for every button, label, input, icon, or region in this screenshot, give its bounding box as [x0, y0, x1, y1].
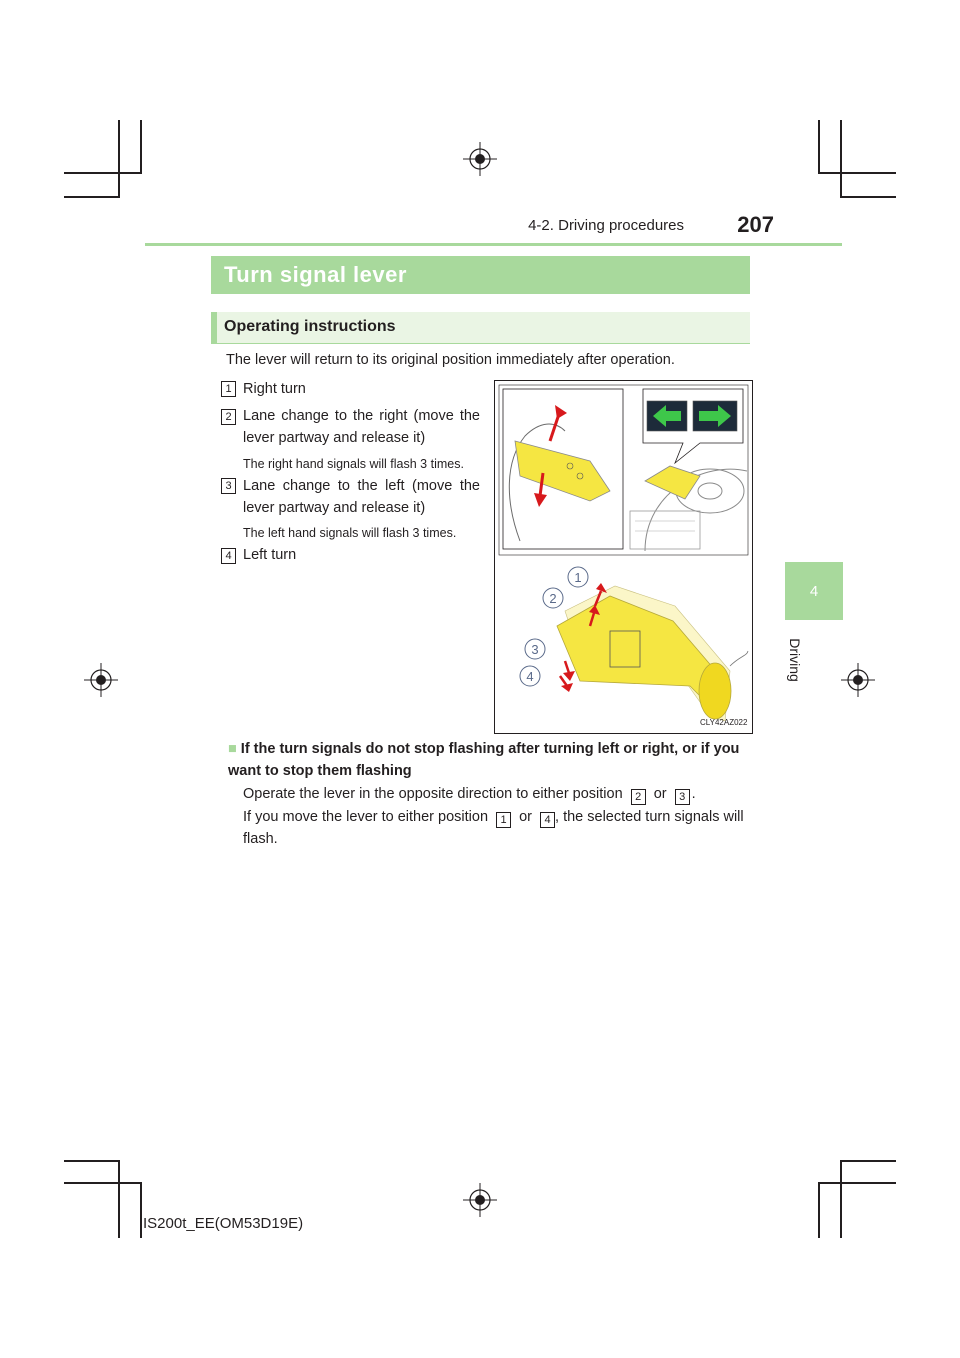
crop-mark [840, 1160, 842, 1238]
crop-mark [64, 1182, 142, 1184]
note-line-text: Operate the lever in the opposite direction to either position [243, 786, 623, 802]
registration-mark-icon [841, 663, 875, 697]
registration-mark-icon [84, 663, 118, 697]
crop-mark [140, 120, 142, 172]
crop-mark [840, 196, 896, 198]
item-number-badge: 1 [221, 381, 236, 397]
header-divider [145, 243, 842, 246]
note-line [243, 806, 744, 828]
item-text: Left turn [243, 547, 297, 563]
chapter-tab [785, 562, 843, 620]
page-title: Turn signal lever [224, 262, 407, 287]
crop-mark [64, 172, 142, 174]
item-note: The right hand signals will flash 3 times. [243, 457, 464, 471]
note-line-text: or [653, 786, 667, 802]
note-line-text: or [519, 809, 532, 825]
document-code: IS200t_EE(OM53D19E) [143, 1215, 304, 1232]
callout-label: 1 [574, 570, 582, 585]
note-heading [228, 738, 748, 782]
registration-mark-icon [463, 142, 497, 176]
crop-mark [840, 120, 842, 198]
callout-label: 2 [549, 591, 557, 606]
turn-signal-figure [494, 380, 753, 734]
item-number-badge: 4 [221, 548, 236, 564]
crop-mark [840, 1160, 896, 1162]
crop-mark [818, 120, 820, 172]
bullet-icon: ■ [228, 741, 237, 757]
subtitle: Operating instructions [224, 318, 396, 335]
callout-label: 4 [526, 669, 534, 684]
crop-mark [118, 1160, 120, 1238]
item-number-badge: 3 [221, 478, 236, 494]
crop-mark [64, 1160, 120, 1162]
note-line [243, 783, 696, 805]
note-line: flash. [243, 831, 278, 847]
item-text: Lane change to the right (move the lever partway and release it) [243, 408, 480, 446]
note-heading-text: If the turn signals do not stop flashing after turning left or right, or if you want to stop them flashing [228, 741, 740, 779]
item-number-badge: 2 [221, 409, 236, 425]
inline-number-badge: 2 [631, 789, 646, 805]
section-header: 4-2. Driving procedures [528, 217, 684, 234]
item-text: Right turn [243, 381, 306, 397]
crop-mark [64, 196, 120, 198]
crop-mark [140, 1182, 142, 1238]
registration-mark-icon [463, 1183, 497, 1217]
inline-number-badge: 3 [675, 789, 690, 805]
page-number: 207 [737, 212, 774, 237]
item-text: Lane change to the left (move the lever partway and release it) [243, 478, 480, 516]
note-line-text: , the selected turn signals will [555, 809, 744, 825]
crop-mark [118, 120, 120, 198]
note-line-text: If you move the lever to either position [243, 809, 489, 825]
inline-number-badge: 1 [496, 812, 511, 828]
intro-text: The lever will return to its original position immediately after operation. [226, 352, 675, 368]
inline-number-badge: 4 [540, 812, 555, 828]
crop-mark [818, 1182, 820, 1238]
crop-mark [818, 1182, 896, 1184]
subtitle-accent [211, 312, 217, 343]
crop-mark [818, 172, 896, 174]
callout-label: 3 [531, 642, 539, 657]
chapter-label: Driving [787, 638, 803, 682]
figure-code: CLY42AZ022 [700, 718, 748, 727]
item-note: The left hand signals will flash 3 times. [243, 526, 457, 540]
turn-signal-illustration [495, 381, 752, 733]
note-line-text: . [691, 786, 696, 802]
chapter-number: 4 [809, 582, 819, 600]
